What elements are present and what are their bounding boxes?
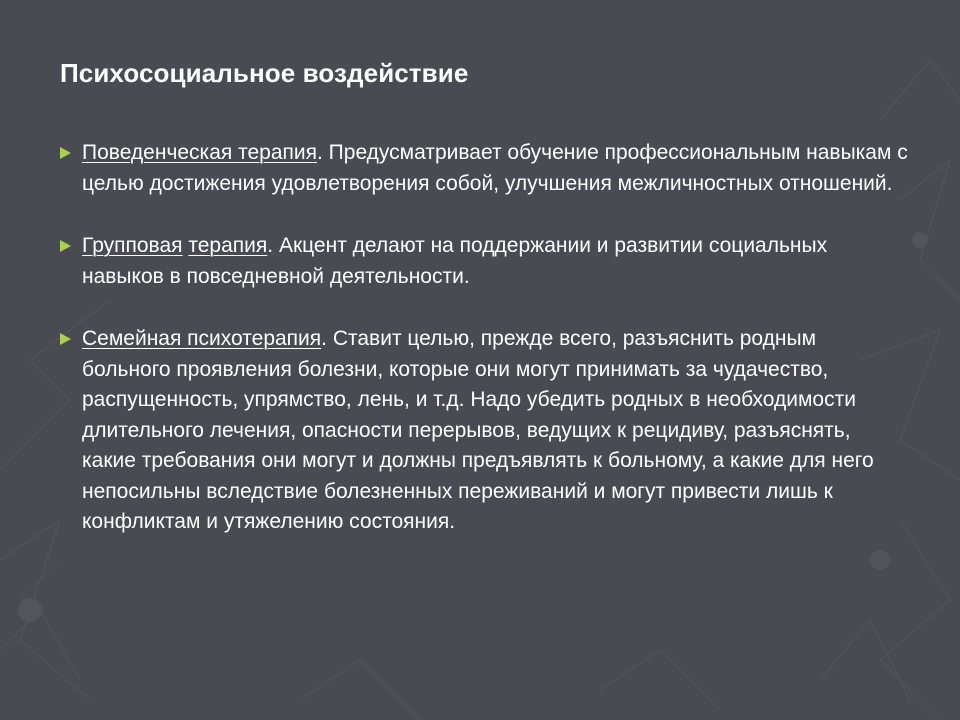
triangle-bullet-icon	[60, 240, 71, 252]
behavioral-therapy-link[interactable]: Поведенческая терапия	[82, 141, 317, 164]
behavioral-therapy-text: . Предусматривает обучение профессиональным навыкам с целью достижения удовлетворения собой, улучшения межличностных отношений.	[82, 141, 908, 195]
group-therapy-text: . Акцент делают на поддержании и развитии социальных навыков в повседневной деятельности.	[82, 234, 828, 288]
triangle-bullet-icon	[60, 333, 71, 345]
bullet-family-psychotherapy	[60, 324, 910, 538]
therapy-link[interactable]: терапия	[188, 234, 268, 257]
triangle-bullet-icon	[60, 147, 71, 159]
family-psychotherapy-text: . Ставит целью, прежде всего, разъяснить родным больного проявления болезни, которые они могут принимать за чудачество, распущенность, упрямство, лень, и т.д. Надо убедить родных в необходимости длительного лечения, опасности перерывов, ведущих к рецидиву, разъяснять, какие требования они могут и должны предъявлять к больному, а какие для него непосильны вследствие болезненных переживаний и могут привести лишь к конфликтам и утяжелению состояния.	[82, 327, 874, 533]
slide-title: Психосоциальное воздействие	[60, 58, 469, 88]
family-psychotherapy-link[interactable]: Семейная психотерапия	[82, 327, 322, 350]
bullet-behavioral-therapy	[60, 138, 910, 199]
bullet-list	[60, 138, 910, 538]
bullet-group-therapy	[60, 231, 910, 292]
group-link[interactable]: Групповая	[82, 234, 183, 257]
